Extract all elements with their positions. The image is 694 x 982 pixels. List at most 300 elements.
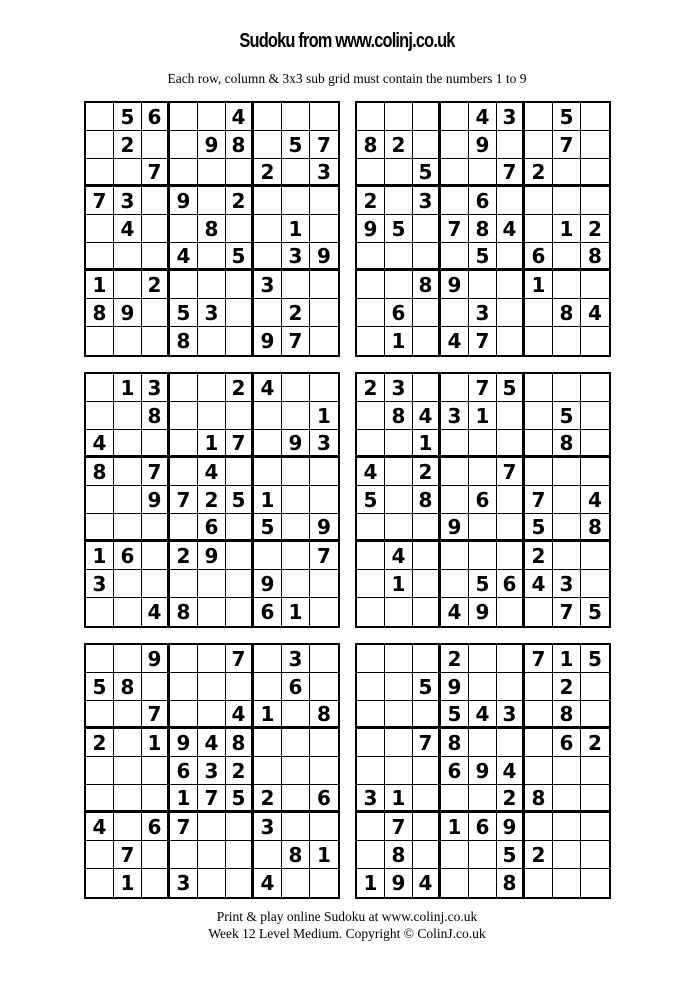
sudoku-cell [553, 785, 581, 813]
sudoku-cell [581, 159, 609, 187]
sudoku-cell: 4 [198, 458, 226, 486]
sudoku-cell [142, 785, 170, 813]
sudoku-cell [282, 729, 310, 757]
sudoku-cell: 7 [170, 486, 198, 514]
sudoku-cell: 7 [553, 131, 581, 159]
sudoku-cell [385, 103, 413, 131]
sudoku-cell [198, 243, 226, 271]
sudoku-cell [581, 402, 609, 430]
sudoku-cell [357, 243, 385, 271]
sudoku-cell [553, 271, 581, 299]
sudoku-cell: 8 [357, 131, 385, 159]
sudoku-cell [357, 598, 385, 626]
sudoku-cell: 2 [357, 374, 385, 402]
sudoku-cell [441, 570, 469, 598]
sudoku-cell: 3 [497, 701, 525, 729]
sudoku-cell [170, 402, 198, 430]
sudoku-cell [282, 486, 310, 514]
sudoku-cell: 4 [441, 327, 469, 355]
sudoku-cell [525, 215, 553, 243]
sudoku-puzzle-4 [355, 372, 611, 628]
sudoku-cell: 8 [170, 598, 198, 626]
sudoku-cell: 3 [413, 187, 441, 215]
sudoku-cell: 4 [413, 402, 441, 430]
sudoku-cell: 5 [553, 103, 581, 131]
sudoku-cell [469, 430, 497, 458]
sudoku-cell: 3 [310, 159, 338, 187]
sudoku-cell: 2 [226, 757, 254, 785]
sudoku-cell [357, 514, 385, 542]
sudoku-cell: 7 [142, 701, 170, 729]
sudoku-cell: 9 [441, 271, 469, 299]
sudoku-cell [525, 402, 553, 430]
sudoku-cell: 1 [254, 486, 282, 514]
sudoku-cell: 3 [198, 299, 226, 327]
sudoku-cell [525, 187, 553, 215]
sudoku-cell: 3 [142, 374, 170, 402]
sudoku-cell: 2 [170, 542, 198, 570]
sudoku-cell [441, 486, 469, 514]
sudoku-cell [198, 869, 226, 897]
sudoku-cell: 8 [553, 701, 581, 729]
sudoku-cell: 2 [142, 271, 170, 299]
sudoku-cell: 5 [497, 841, 525, 869]
sudoku-cell: 8 [525, 785, 553, 813]
sudoku-cell: 9 [441, 673, 469, 701]
sudoku-cell [413, 701, 441, 729]
sudoku-cell: 1 [86, 542, 114, 570]
sudoku-cell: 2 [282, 299, 310, 327]
sudoku-cell: 1 [357, 869, 385, 897]
sudoku-cell [282, 103, 310, 131]
sudoku-cell: 9 [385, 869, 413, 897]
sudoku-cell [170, 430, 198, 458]
sudoku-cell: 2 [198, 486, 226, 514]
sudoku-cell: 7 [497, 458, 525, 486]
sudoku-cell: 8 [86, 458, 114, 486]
sudoku-cell [553, 159, 581, 187]
sudoku-cell: 6 [254, 598, 282, 626]
sudoku-cell: 3 [254, 813, 282, 841]
sudoku-cell [226, 402, 254, 430]
sudoku-cell: 9 [469, 598, 497, 626]
sudoku-cell [198, 673, 226, 701]
sudoku-cell [198, 402, 226, 430]
sudoku-puzzle-5 [84, 643, 340, 899]
sudoku-cell: 6 [142, 813, 170, 841]
sudoku-cell: 2 [525, 841, 553, 869]
sudoku-cell [441, 299, 469, 327]
sudoku-cell [581, 869, 609, 897]
sudoku-cell: 4 [142, 598, 170, 626]
sudoku-cell: 9 [142, 486, 170, 514]
sudoku-cell [282, 570, 310, 598]
sudoku-cell: 9 [469, 757, 497, 785]
sudoku-cell [226, 215, 254, 243]
sudoku-cell: 4 [226, 701, 254, 729]
sudoku-cell: 4 [497, 215, 525, 243]
sudoku-cell: 5 [469, 243, 497, 271]
sudoku-cell: 7 [469, 374, 497, 402]
sudoku-cell: 6 [497, 570, 525, 598]
sudoku-cell [525, 598, 553, 626]
sudoku-cell [226, 813, 254, 841]
sudoku-cell: 6 [469, 486, 497, 514]
sudoku-cell [142, 869, 170, 897]
sudoku-cell [114, 327, 142, 355]
sudoku-cell: 7 [497, 159, 525, 187]
sudoku-cell: 7 [142, 159, 170, 187]
sudoku-cell [114, 570, 142, 598]
sudoku-cell: 8 [581, 514, 609, 542]
sudoku-cell [282, 271, 310, 299]
sudoku-cell: 3 [198, 757, 226, 785]
sudoku-cell: 4 [86, 430, 114, 458]
sudoku-cell [385, 486, 413, 514]
sudoku-cell [385, 701, 413, 729]
sudoku-cell: 3 [282, 645, 310, 673]
sudoku-cell [413, 570, 441, 598]
sudoku-cell [385, 271, 413, 299]
sudoku-cell [198, 271, 226, 299]
sudoku-cell [282, 458, 310, 486]
sudoku-cell: 7 [198, 785, 226, 813]
sudoku-cell [226, 327, 254, 355]
sudoku-cell: 1 [553, 645, 581, 673]
sudoku-cell [497, 542, 525, 570]
sudoku-cell [441, 243, 469, 271]
sudoku-cell [413, 542, 441, 570]
sudoku-cell: 4 [198, 729, 226, 757]
sudoku-cell [525, 327, 553, 355]
sudoku-cell: 5 [170, 299, 198, 327]
sudoku-cell [413, 299, 441, 327]
sudoku-grid [357, 103, 609, 355]
sudoku-cell [86, 402, 114, 430]
sudoku-cell: 8 [497, 869, 525, 897]
sudoku-cell [282, 159, 310, 187]
sudoku-cell: 6 [310, 785, 338, 813]
sudoku-cell [86, 514, 114, 542]
sudoku-cell: 2 [357, 187, 385, 215]
sudoku-cell [310, 271, 338, 299]
sudoku-cell [310, 757, 338, 785]
sudoku-cell: 6 [385, 299, 413, 327]
sudoku-cell: 4 [254, 374, 282, 402]
sudoku-cell [114, 645, 142, 673]
sudoku-cell: 2 [441, 645, 469, 673]
sudoku-cell [310, 598, 338, 626]
sudoku-cell [357, 673, 385, 701]
sudoku-cell [226, 299, 254, 327]
sudoku-cell: 2 [254, 785, 282, 813]
sudoku-cell: 3 [114, 187, 142, 215]
sudoku-cell: 8 [385, 841, 413, 869]
sudoku-cell [226, 271, 254, 299]
sudoku-cell [497, 645, 525, 673]
sudoku-cell [170, 131, 198, 159]
sudoku-cell: 1 [86, 271, 114, 299]
sudoku-cell [385, 187, 413, 215]
sudoku-cell [497, 299, 525, 327]
sudoku-cell: 2 [114, 131, 142, 159]
sudoku-cell [310, 813, 338, 841]
sudoku-cell [469, 542, 497, 570]
sudoku-cell: 1 [553, 215, 581, 243]
sudoku-cell [497, 402, 525, 430]
sudoku-cell: 1 [170, 785, 198, 813]
sudoku-cell [581, 131, 609, 159]
sudoku-cell [525, 673, 553, 701]
sudoku-cell: 7 [170, 813, 198, 841]
sudoku-cell [553, 243, 581, 271]
sudoku-cell [385, 598, 413, 626]
sudoku-cell: 8 [198, 215, 226, 243]
sudoku-cell [469, 673, 497, 701]
sudoku-cell [553, 327, 581, 355]
sudoku-cell [170, 458, 198, 486]
sudoku-cell: 6 [142, 103, 170, 131]
sudoku-grid [86, 645, 338, 897]
sudoku-cell [357, 729, 385, 757]
sudoku-cell [114, 243, 142, 271]
sudoku-cell [86, 215, 114, 243]
sudoku-cell [254, 673, 282, 701]
sudoku-cell: 5 [254, 514, 282, 542]
sudoku-cell: 5 [385, 215, 413, 243]
sudoku-cell: 3 [469, 299, 497, 327]
sudoku-cell: 8 [469, 215, 497, 243]
sudoku-cell: 4 [254, 869, 282, 897]
sudoku-cell [226, 570, 254, 598]
sudoku-cell: 2 [581, 729, 609, 757]
sudoku-cell: 5 [553, 402, 581, 430]
sudoku-cell: 7 [441, 215, 469, 243]
sudoku-cell [385, 458, 413, 486]
sudoku-cell [469, 514, 497, 542]
sudoku-cell [497, 131, 525, 159]
sudoku-cell [310, 327, 338, 355]
sudoku-cell: 5 [226, 486, 254, 514]
sudoku-cell [254, 187, 282, 215]
sudoku-cell [282, 542, 310, 570]
sudoku-cell [357, 271, 385, 299]
sudoku-cell: 7 [282, 327, 310, 355]
sudoku-cell: 4 [226, 103, 254, 131]
sudoku-cell [114, 729, 142, 757]
sudoku-cell [357, 327, 385, 355]
sudoku-cell: 7 [226, 645, 254, 673]
sudoku-cell: 6 [282, 673, 310, 701]
sudoku-cell: 9 [142, 645, 170, 673]
sudoku-cell [310, 729, 338, 757]
sudoku-cell: 1 [385, 785, 413, 813]
sudoku-cell [581, 327, 609, 355]
sudoku-cell: 3 [282, 243, 310, 271]
sudoku-cell [581, 542, 609, 570]
sudoku-cell: 2 [226, 374, 254, 402]
sudoku-cell: 4 [86, 813, 114, 841]
sudoku-cell [114, 486, 142, 514]
sudoku-cell: 9 [497, 813, 525, 841]
sudoku-cell [86, 103, 114, 131]
sudoku-cell [310, 299, 338, 327]
sudoku-cell [441, 785, 469, 813]
sudoku-cell [469, 841, 497, 869]
sudoku-cell [282, 785, 310, 813]
sudoku-cell [525, 131, 553, 159]
sudoku-cell [385, 645, 413, 673]
sudoku-cell [86, 869, 114, 897]
sudoku-cell [142, 673, 170, 701]
sudoku-cell: 4 [385, 542, 413, 570]
sudoku-cell: 4 [170, 243, 198, 271]
sudoku-cell [525, 374, 553, 402]
sudoku-cell [170, 271, 198, 299]
sudoku-cell: 1 [385, 570, 413, 598]
sudoku-cell: 3 [170, 869, 198, 897]
sudoku-cell [310, 103, 338, 131]
sudoku-cell: 8 [114, 673, 142, 701]
sudoku-cell: 6 [441, 757, 469, 785]
sudoku-cell: 4 [525, 570, 553, 598]
sudoku-cell [86, 243, 114, 271]
sudoku-cell [441, 103, 469, 131]
sudoku-cell: 7 [525, 645, 553, 673]
sudoku-cell [497, 271, 525, 299]
sudoku-cell: 1 [469, 402, 497, 430]
sudoku-cell [198, 841, 226, 869]
sudoku-cell: 2 [525, 542, 553, 570]
sudoku-cell [254, 243, 282, 271]
sudoku-cell [282, 514, 310, 542]
sudoku-cell [310, 374, 338, 402]
sudoku-cell [86, 645, 114, 673]
sudoku-cell: 6 [114, 542, 142, 570]
sudoku-cell [142, 841, 170, 869]
sudoku-cell: 8 [553, 299, 581, 327]
sudoku-cell [114, 458, 142, 486]
sudoku-cell [441, 458, 469, 486]
sudoku-cell [469, 159, 497, 187]
sudoku-cell [497, 598, 525, 626]
sudoku-cell [142, 430, 170, 458]
sudoku-cell [254, 402, 282, 430]
sudoku-cell [469, 645, 497, 673]
sudoku-cell: 1 [282, 598, 310, 626]
sudoku-cell [226, 673, 254, 701]
sudoku-cell: 5 [114, 103, 142, 131]
sudoku-cell: 6 [469, 813, 497, 841]
sudoku-cell [114, 757, 142, 785]
sudoku-cell [86, 159, 114, 187]
sudoku-cell: 9 [198, 131, 226, 159]
sudoku-cell [413, 813, 441, 841]
sudoku-cell: 8 [282, 841, 310, 869]
sudoku-cell [553, 869, 581, 897]
sudoku-cell: 1 [282, 215, 310, 243]
sudoku-cell: 8 [170, 327, 198, 355]
sudoku-cell [581, 841, 609, 869]
sudoku-cell [282, 757, 310, 785]
sudoku-grid [86, 374, 338, 626]
sudoku-cell: 7 [553, 598, 581, 626]
sudoku-cell: 7 [86, 187, 114, 215]
sudoku-cell: 9 [469, 131, 497, 159]
sudoku-cell [553, 757, 581, 785]
sudoku-cell [357, 757, 385, 785]
sudoku-cell [86, 131, 114, 159]
sudoku-cell: 1 [385, 327, 413, 355]
sudoku-cell: 9 [310, 514, 338, 542]
sudoku-cell: 7 [469, 327, 497, 355]
sudoku-cell [441, 374, 469, 402]
sudoku-cell [581, 458, 609, 486]
sudoku-cell: 5 [497, 374, 525, 402]
sudoku-cell: 5 [469, 570, 497, 598]
sudoku-cell: 4 [469, 103, 497, 131]
sudoku-cell [170, 514, 198, 542]
sudoku-cell [441, 542, 469, 570]
sudoku-cell [581, 374, 609, 402]
sudoku-cell: 5 [226, 243, 254, 271]
sudoku-cell [581, 430, 609, 458]
sudoku-cell: 9 [198, 542, 226, 570]
sudoku-cell [310, 486, 338, 514]
sudoku-cell: 5 [357, 486, 385, 514]
sudoku-cell [357, 841, 385, 869]
sudoku-cell [226, 159, 254, 187]
sudoku-cell [114, 402, 142, 430]
sudoku-cell [114, 701, 142, 729]
sudoku-cell [198, 598, 226, 626]
sudoku-cell [413, 598, 441, 626]
sudoku-cell: 9 [310, 243, 338, 271]
sudoku-grid [357, 645, 609, 897]
sudoku-cell [581, 813, 609, 841]
sudoku-puzzle-6 [355, 643, 611, 899]
sudoku-cell [198, 374, 226, 402]
sudoku-cell: 5 [413, 159, 441, 187]
sudoku-cell: 9 [357, 215, 385, 243]
sudoku-cell [254, 103, 282, 131]
sudoku-cell: 7 [142, 458, 170, 486]
sudoku-cell: 8 [581, 243, 609, 271]
sudoku-cell [525, 813, 553, 841]
sudoku-cell: 6 [553, 729, 581, 757]
sudoku-cell [86, 374, 114, 402]
sudoku-cell [525, 729, 553, 757]
sudoku-cell [86, 841, 114, 869]
sudoku-cell: 8 [86, 299, 114, 327]
sudoku-cell [525, 869, 553, 897]
sudoku-cell [114, 430, 142, 458]
sudoku-cell [254, 215, 282, 243]
sudoku-cell [254, 299, 282, 327]
sudoku-cell: 1 [198, 430, 226, 458]
sudoku-cell [497, 430, 525, 458]
sudoku-cell: 4 [441, 598, 469, 626]
sudoku-cell [553, 813, 581, 841]
sudoku-cell [226, 458, 254, 486]
sudoku-cell [553, 542, 581, 570]
sudoku-cell: 8 [441, 729, 469, 757]
sudoku-cell: 6 [469, 187, 497, 215]
sudoku-cell: 4 [581, 486, 609, 514]
sudoku-cell: 7 [114, 841, 142, 869]
sudoku-cell [170, 374, 198, 402]
sudoku-cell [170, 570, 198, 598]
